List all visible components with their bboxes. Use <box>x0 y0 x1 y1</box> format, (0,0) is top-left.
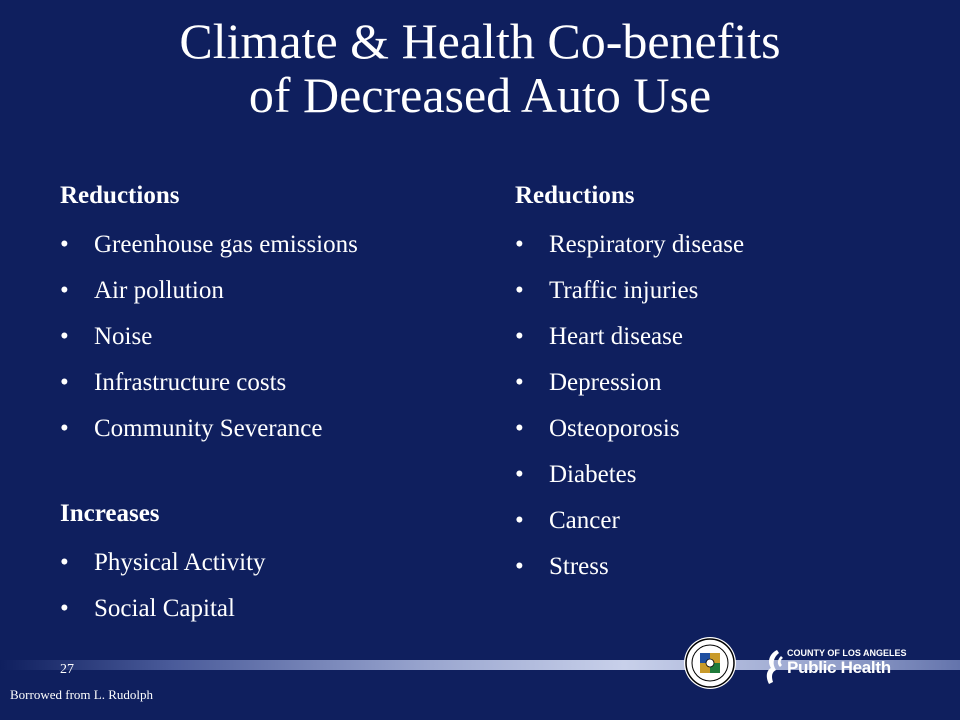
public-health-mark-icon <box>763 648 785 686</box>
list-item-label: Physical Activity <box>94 549 266 576</box>
bullet-icon: • <box>60 277 69 304</box>
list-item <box>60 586 480 632</box>
list-item <box>515 406 935 452</box>
credit-text: Borrowed from L. Rudolph <box>10 687 153 702</box>
list-item-label: Respiratory disease <box>549 231 745 258</box>
list-item-label: Heart disease <box>549 323 683 350</box>
slide-title-line-1: Climate & Health Co-benefits <box>179 13 781 69</box>
logo-county-text: COUNTY OF LOS ANGELES <box>787 648 907 658</box>
bullet-icon: • <box>515 507 524 534</box>
list-item <box>515 268 935 314</box>
list-item-label: Osteoporosis <box>549 415 680 442</box>
list-item-label: Noise <box>94 323 153 350</box>
slide-title-line-2: of Decreased Auto Use <box>248 67 712 123</box>
right-reductions-heading: Reductions <box>515 182 635 209</box>
list-item-label: Stress <box>549 553 609 580</box>
bullet-icon: • <box>60 595 69 622</box>
bullet-icon: • <box>60 549 69 576</box>
bullet-icon: • <box>515 323 524 350</box>
bullet-icon: • <box>515 415 524 442</box>
left-column <box>60 176 480 632</box>
bullet-icon: • <box>515 369 524 396</box>
list-item-label: Infrastructure costs <box>94 369 287 396</box>
right-column <box>515 176 935 590</box>
list-item <box>60 406 480 452</box>
logo-public-health-text: Public Health <box>787 658 891 677</box>
list-item <box>515 314 935 360</box>
list-item <box>60 540 480 586</box>
bullet-icon: • <box>60 323 69 350</box>
list-item <box>515 222 935 268</box>
list-item <box>515 360 935 406</box>
left-reductions-heading: Reductions <box>60 182 180 209</box>
list-item-label: Air pollution <box>94 277 224 304</box>
list-item <box>60 360 480 406</box>
bullet-icon: • <box>60 415 69 442</box>
list-item <box>60 222 480 268</box>
list-item <box>60 268 480 314</box>
list-item <box>515 452 935 498</box>
bullet-icon: • <box>515 231 524 258</box>
page-number: 27 <box>60 662 74 677</box>
list-item <box>515 498 935 544</box>
list-item-label: Traffic injuries <box>549 277 699 304</box>
slide-title <box>0 14 960 122</box>
list-item-label: Greenhouse gas emissions <box>94 231 358 258</box>
bullet-icon: • <box>515 277 524 304</box>
list-item-label: Social Capital <box>94 595 235 622</box>
bullet-icon: • <box>60 369 69 396</box>
bullet-icon: • <box>515 553 524 580</box>
county-seal-icon <box>683 636 737 690</box>
list-item-label: Cancer <box>549 507 620 534</box>
list-item-label: Depression <box>549 369 662 396</box>
list-item <box>515 544 935 590</box>
bullet-icon: • <box>60 231 69 258</box>
left-increases-heading: Increases <box>60 500 160 527</box>
list-item <box>60 314 480 360</box>
list-item-label: Diabetes <box>549 461 637 488</box>
list-item-label: Community Severance <box>94 415 323 442</box>
public-health-logo <box>763 644 907 690</box>
bullet-icon: • <box>515 461 524 488</box>
